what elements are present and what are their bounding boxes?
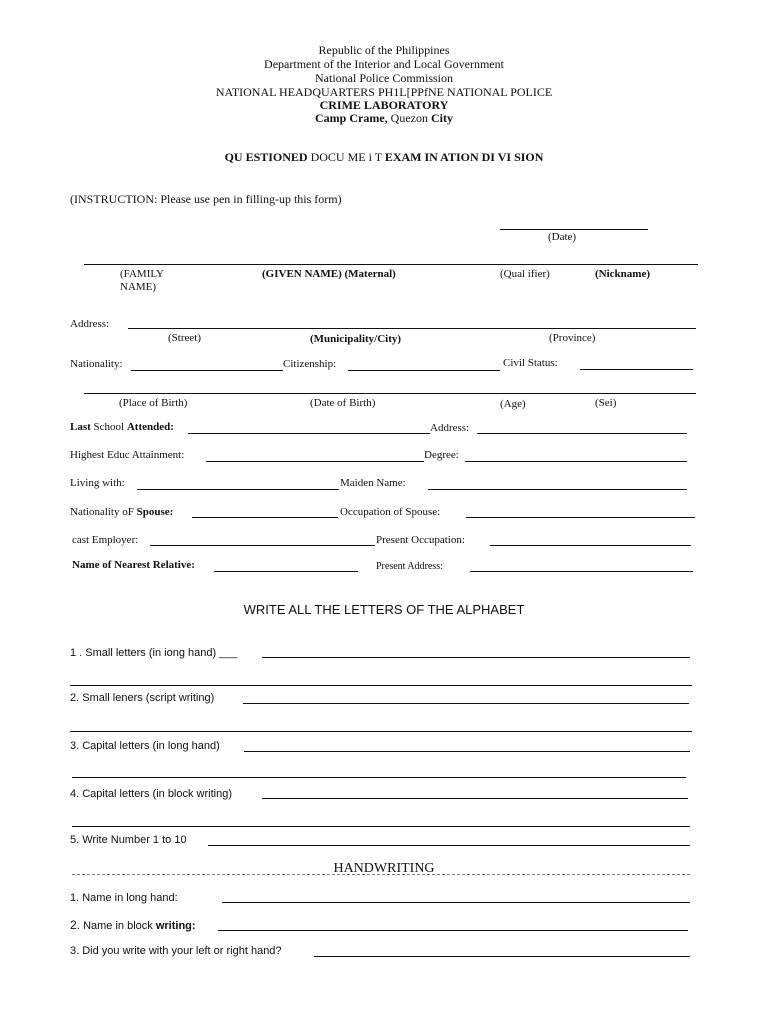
name-block-line[interactable] — [218, 930, 688, 931]
small-longhand-line-2[interactable] — [70, 685, 692, 686]
header-republic: Republic of the Philippines — [318, 43, 450, 57]
division-title-part2: DOCU ME i T — [307, 150, 385, 164]
last-employer-label: cast Employer: — [72, 534, 139, 546]
capital-longhand-line[interactable] — [244, 751, 690, 752]
alphabet-item-numbers: 5. Write Number 1 to 10 — [70, 834, 187, 846]
header-headquarters: NATIONAL HEADQUARTERS PH1L[PPfNE NATIONAL POLICE — [215, 85, 553, 99]
block-item-text: Name in block — [80, 920, 156, 932]
header-location — [0, 112, 768, 125]
present-address-line[interactable] — [470, 571, 693, 572]
spouse-word: Spouse: — [136, 506, 174, 518]
name-longhand-line[interactable] — [222, 902, 690, 903]
spouse-occupation-label: Occupation of Spouse: — [340, 506, 441, 518]
school-address-line[interactable] — [477, 433, 687, 434]
division-title-part1: QU ESTIONED — [224, 150, 308, 164]
division-title-part3: EXAM IN ATION DI VI SION — [384, 150, 544, 164]
educ-label: Highest Educ Attainment: — [70, 449, 185, 461]
civil-status-line[interactable] — [580, 369, 693, 370]
header-crime-laboratory: CRIME LABORATORY — [319, 98, 449, 112]
name-line[interactable] — [84, 264, 698, 265]
handwriting-item-hand: 3. Did you write with your left or right hand? — [70, 945, 282, 957]
address-line[interactable] — [128, 328, 696, 329]
alphabet-title: WRITE ALL THE LETTERS OF THE ALPHABET — [243, 602, 525, 617]
handwriting-item-block — [70, 918, 196, 932]
present-occupation-label: Present Occupation: — [376, 534, 465, 546]
alphabet-item-small-script: 2. Small leners (script writing) — [70, 692, 215, 704]
last-employer-line[interactable] — [150, 545, 375, 546]
handwriting-item-longhand: 1. Name in long hand: — [70, 892, 178, 904]
alphabet-item-capital-longhand: 3. Capital letters (in long hand) — [70, 740, 220, 752]
alphabet-item-small-longhand: 1 . Small letters (in iong hand) ___ — [70, 647, 238, 659]
present-address-label: Present Address: — [376, 561, 443, 572]
place-of-birth-label: (Place of Birth) — [119, 397, 188, 409]
citizenship-line[interactable] — [348, 370, 500, 371]
municipality-label: (Municipality/City) — [310, 333, 402, 345]
street-label: (Street) — [168, 332, 201, 344]
living-with-line[interactable] — [137, 489, 339, 490]
header-commission: National Police Commission — [315, 71, 453, 85]
division-title — [0, 151, 768, 164]
province-label: (Province) — [549, 332, 596, 344]
capital-longhand-line-2[interactable] — [72, 777, 686, 778]
age-label: (Age) — [500, 398, 526, 410]
living-with-label: Living with: — [70, 477, 125, 489]
handwriting-title: HANDWRITING — [333, 861, 435, 876]
given-name-label: (GIVEN NAME) (Maternal) — [262, 268, 396, 280]
maiden-name-label: Maiden Name: — [340, 477, 406, 489]
header-department: Department of the Interior and Local Government — [264, 57, 504, 71]
block-item-number: 2. — [70, 918, 81, 932]
citizenship-label: Citizenship: — [283, 358, 337, 370]
last-school-word1: Last — [70, 421, 91, 433]
small-script-line[interactable] — [243, 703, 689, 704]
date-line[interactable] — [500, 229, 648, 230]
block-item-bold: writing: — [155, 920, 196, 932]
last-school-word2: School — [90, 421, 127, 433]
last-school-word3: Attended: — [126, 421, 174, 433]
maiden-name-line[interactable] — [428, 489, 687, 490]
capital-block-line-2[interactable] — [72, 826, 690, 827]
degree-line[interactable] — [465, 461, 687, 462]
small-longhand-line[interactable] — [262, 657, 690, 658]
location-city: City — [430, 111, 453, 125]
sex-label: (Sei) — [595, 397, 617, 409]
present-occupation-line[interactable] — [490, 545, 691, 546]
date-label: (Date) — [548, 231, 577, 243]
spouse-occupation-line[interactable] — [466, 517, 695, 518]
last-school-line[interactable] — [188, 433, 430, 434]
nearest-relative-line[interactable] — [214, 571, 358, 572]
nearest-relative-label: Name of Nearest Relative: — [72, 559, 195, 571]
small-script-line-2[interactable] — [70, 731, 692, 732]
spouse-nationality-label — [70, 506, 173, 518]
civil-status-label: Civil Status: — [503, 357, 558, 369]
location-camp: Camp Crame, — [315, 111, 388, 125]
date-of-birth-label: (Date of Birth) — [310, 397, 376, 409]
capital-block-line[interactable] — [262, 798, 688, 799]
degree-label: Degree: — [424, 449, 459, 461]
location-quezon: Quezon — [387, 111, 431, 125]
alphabet-item-capital-block: 4. Capital letters (in block writing) — [70, 788, 233, 800]
qualifier-label: (Qual ifier) — [500, 268, 550, 280]
educ-line[interactable] — [206, 461, 424, 462]
numbers-line[interactable] — [208, 845, 690, 846]
address-label: Address: — [70, 318, 110, 330]
spouse-nationality-line[interactable] — [192, 517, 338, 518]
spouse-nationality-text: Nationality oF — [70, 506, 137, 518]
nationality-line[interactable] — [131, 370, 283, 371]
family-name-label-1: (FAMILY — [120, 268, 164, 280]
school-address-label: Address: — [430, 422, 470, 434]
hand-used-line[interactable] — [314, 956, 690, 957]
nickname-label: (Nickname) — [595, 268, 650, 280]
birth-line[interactable] — [84, 393, 696, 394]
last-school-label — [70, 421, 174, 433]
family-name-label-2: NAME) — [120, 281, 157, 293]
nationality-label: Nationality: — [70, 358, 123, 370]
instruction-text: (INSTRUCTION: Please use pen in filling-up this form) — [70, 192, 342, 206]
